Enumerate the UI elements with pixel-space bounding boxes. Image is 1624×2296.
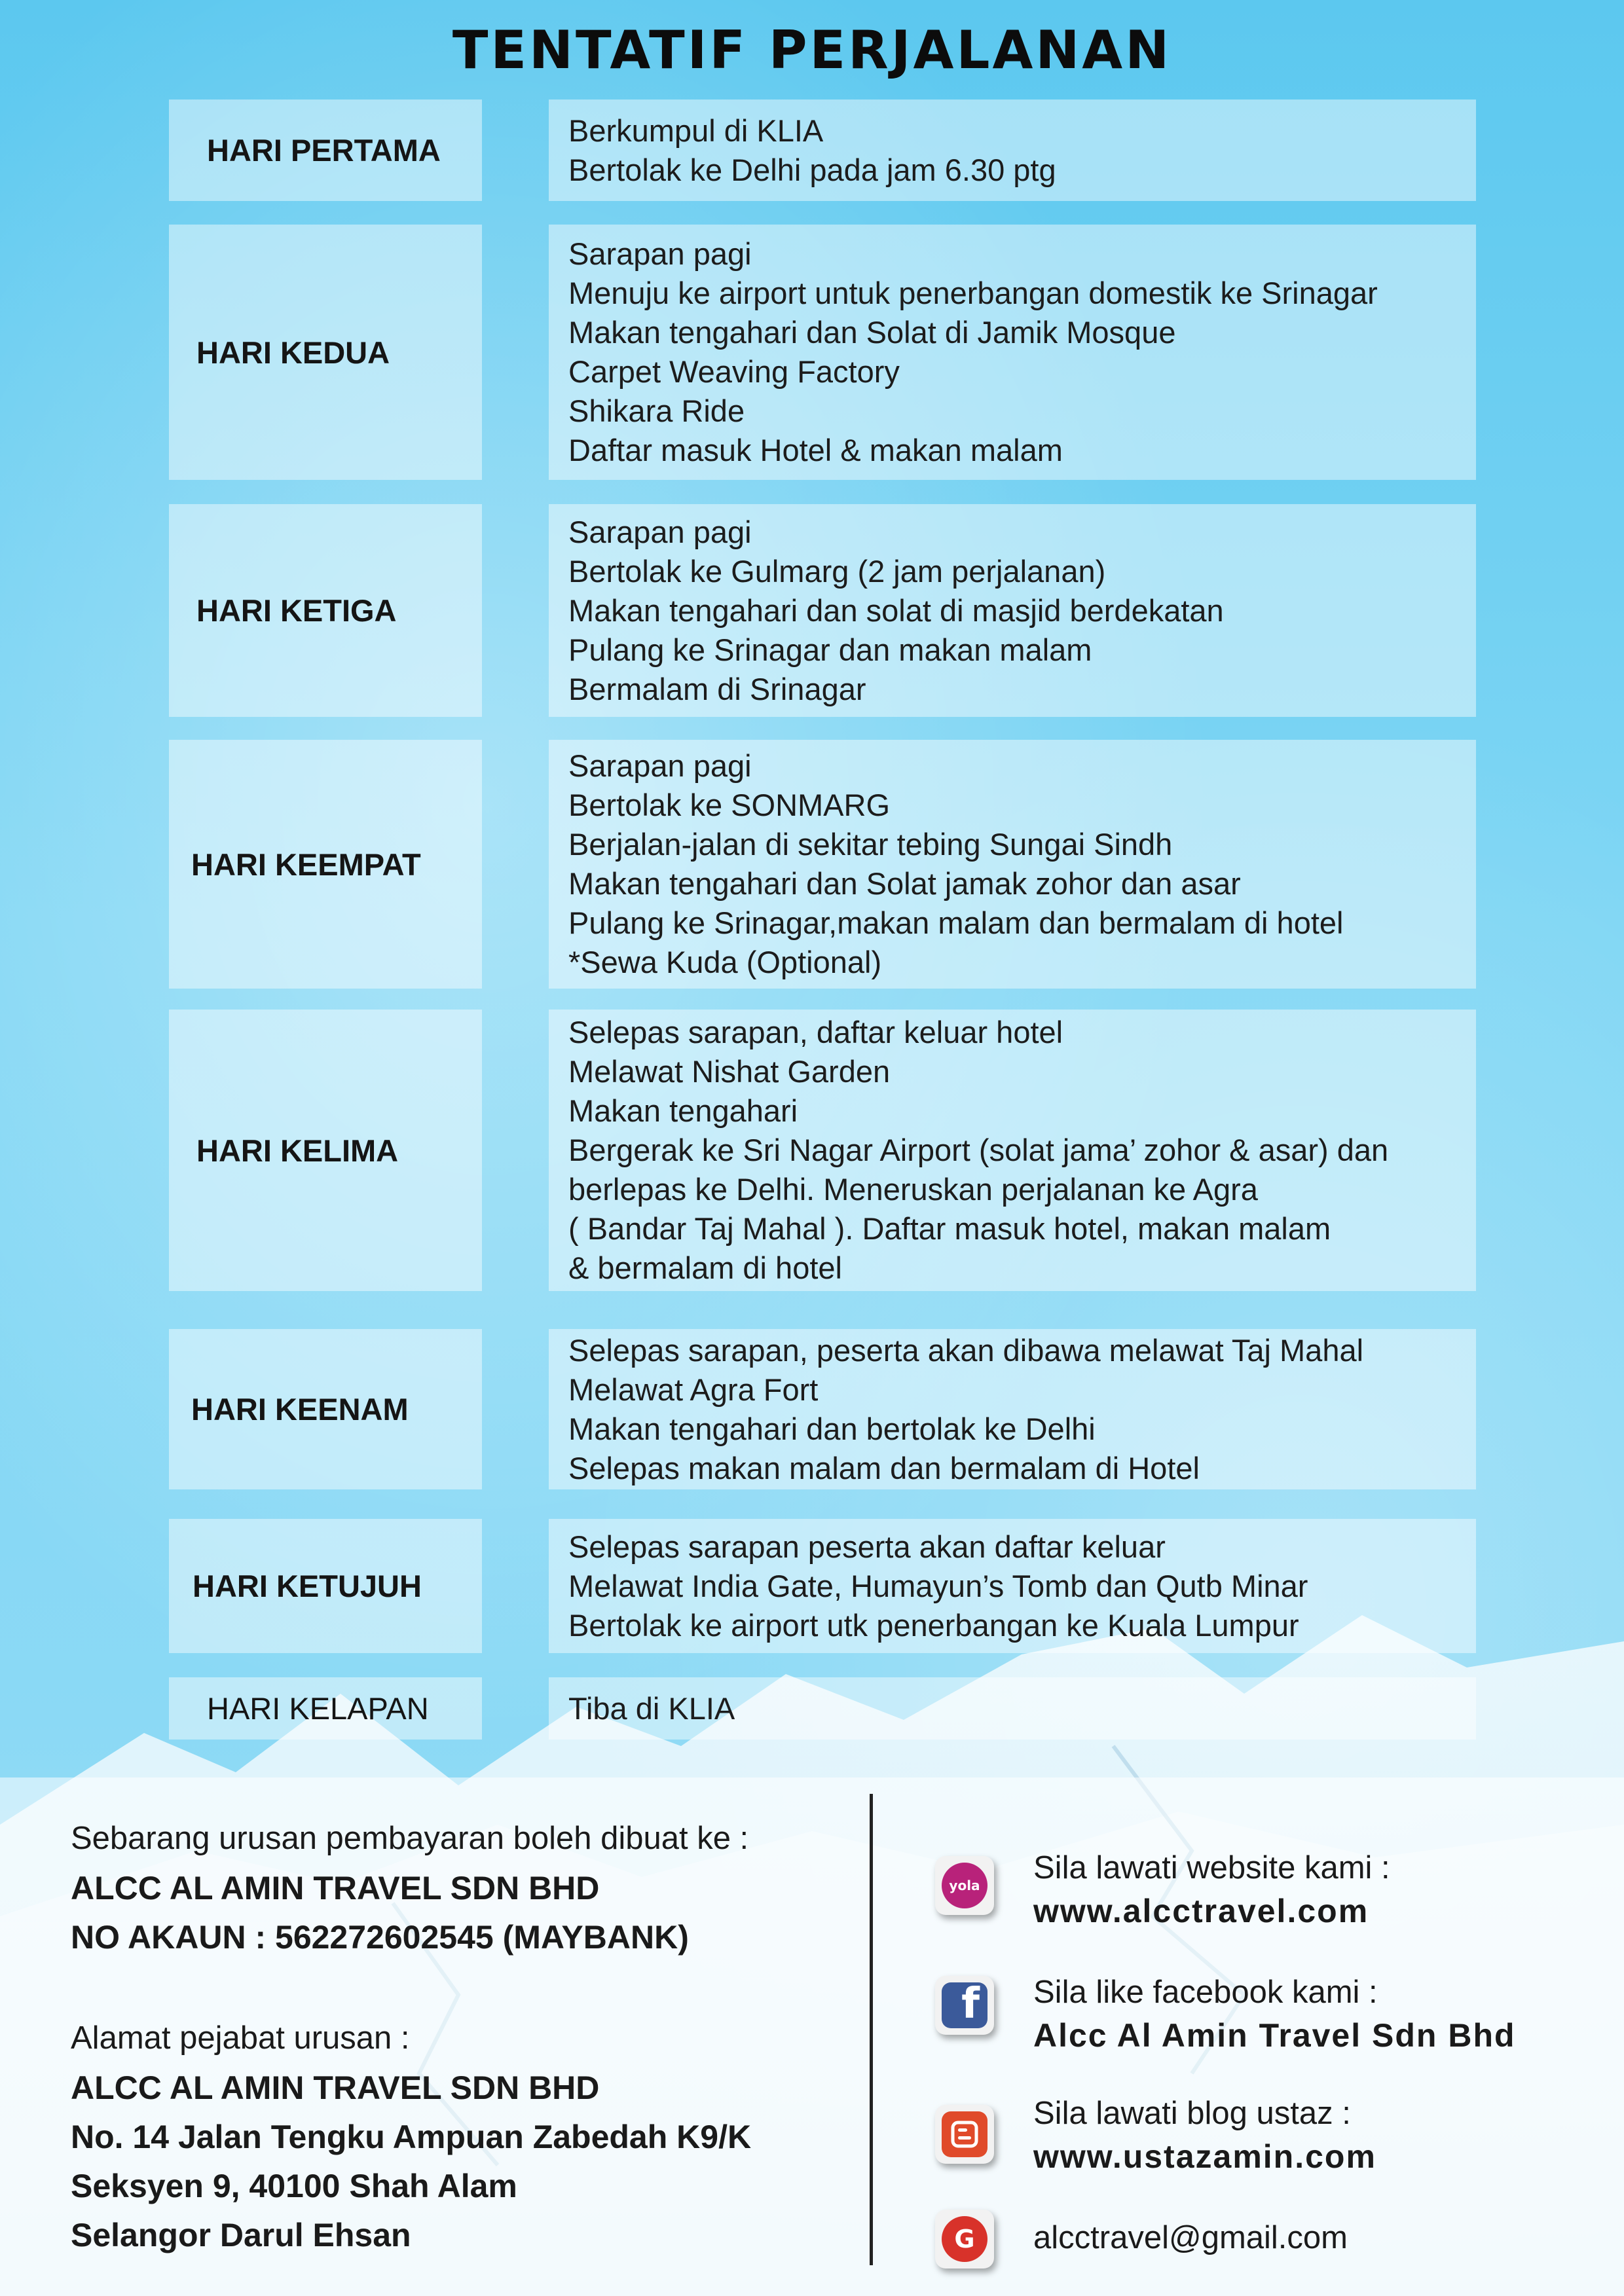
yola-icon[interactable]: yola	[935, 1856, 994, 1915]
blog-link[interactable]: www.ustazamin.com	[1033, 2138, 1376, 2175]
day-line: Berkumpul di KLIA	[568, 113, 824, 148]
blog-label: Sila lawati blog ustaz :	[1033, 2096, 1351, 2131]
day-line: Bertolak ke Delhi pada jam 6.30 ptg	[568, 152, 1056, 187]
day-line: Selepas sarapan, peserta akan dibawa melawat Taj Mahal	[568, 1332, 1364, 1368]
day-line: *Sewa Kuda (Optional)	[568, 945, 882, 979]
day-label: HARI KELIMA	[169, 1010, 482, 1291]
day-description	[549, 225, 1476, 480]
google-icon[interactable]: G	[935, 2210, 994, 2269]
day-label: HARI KELAPAN	[169, 1677, 482, 1740]
day-label: HARI KEDUA	[169, 225, 482, 480]
day-line: Melawat Agra Fort	[568, 1372, 819, 1407]
day-line: Bertolak ke airport utk penerbangan ke Kuala Lumpur	[568, 1607, 1299, 1643]
facebook-icon[interactable]: f	[935, 1976, 994, 2035]
office-address-line: Seksyen 9, 40100 Shah Alam	[71, 2168, 517, 2204]
payment-company: ALCC AL AMIN TRAVEL SDN BHD	[71, 1870, 600, 1906]
day-line: Sarapan pagi	[568, 748, 752, 783]
day-line: Bermalam di Srinagar	[568, 671, 866, 706]
day-line: Berjalan-jalan di sekitar tebing Sungai Sindh	[568, 827, 1173, 862]
day-line: Melawat India Gate, Humayun’s Tomb dan Qutb Minar	[568, 1568, 1308, 1603]
day-description	[549, 100, 1476, 201]
page-title: TENTATIF PERJALANAN	[452, 20, 1172, 81]
day-line: Shikara Ride	[568, 393, 745, 428]
day-line: Carpet Weaving Factory	[568, 354, 900, 389]
day-description	[549, 1519, 1476, 1653]
day-line: Makan tengahari	[568, 1093, 798, 1128]
email-link[interactable]: alcctravel@gmail.com	[1033, 2220, 1348, 2255]
day-description	[549, 1677, 1476, 1740]
day-line: Daftar masuk Hotel & makan malam	[568, 433, 1063, 467]
day-line: Bergerak ke Sri Nagar Airport (solat jama’ zohor & asar) dan	[568, 1133, 1389, 1167]
payment-intro: Sebarang urusan pembayaran boleh dibuat ke :	[71, 1821, 749, 1856]
day-label: HARI PERTAMA	[169, 100, 482, 201]
office-address-line: Selangor Darul Ehsan	[71, 2217, 411, 2253]
website-label: Sila lawati website kami :	[1033, 1850, 1390, 1886]
day-line: Sarapan pagi	[568, 514, 752, 549]
day-line: Pulang ke Srinagar,makan malam dan bermalam di hotel	[568, 905, 1344, 940]
day-label: HARI KEENAM	[169, 1329, 482, 1489]
day-description	[549, 1329, 1476, 1489]
day-line: Sarapan pagi	[568, 236, 752, 271]
website-link[interactable]: www.alcctravel.com	[1033, 1893, 1369, 1929]
day-line: Makan tengahari dan bertolak ke Delhi	[568, 1411, 1096, 1446]
day-description	[549, 1010, 1476, 1291]
day-label: HARI KETIGA	[169, 504, 482, 717]
footer-divider	[870, 1794, 873, 2265]
day-line: Makan tengahari dan Solat di Jamik Mosque	[568, 315, 1176, 350]
day-line: & bermalam di hotel	[568, 1250, 842, 1285]
day-line: Makan tengahari dan Solat jamak zohor dan asar	[568, 866, 1241, 901]
day-line: Pulang ke Srinagar dan makan malam	[568, 632, 1092, 667]
blogger-icon[interactable]	[935, 2105, 994, 2164]
office-address-line: No. 14 Jalan Tengku Ampuan Zabedah K9/K	[71, 2119, 752, 2155]
day-line: Selepas sarapan, daftar keluar hotel	[568, 1015, 1063, 1049]
day-line: Menuju ke airport untuk penerbangan domestik ke Srinagar	[568, 276, 1378, 310]
day-line: Selepas makan malam dan bermalam di Hotel	[568, 1450, 1200, 1485]
facebook-label: Sila like facebook kami :	[1033, 1975, 1378, 2010]
day-line: berlepas ke Delhi. Meneruskan perjalanan ke Agra	[568, 1172, 1258, 1207]
day-line: Selepas sarapan peserta akan daftar keluar	[568, 1529, 1166, 1564]
day-line: Bertolak ke SONMARG	[568, 788, 891, 822]
day-label: HARI KEEMPAT	[169, 740, 482, 989]
day-line: Tiba di KLIA	[568, 1690, 735, 1726]
day-description	[549, 740, 1476, 989]
facebook-link[interactable]: Alcc Al Amin Travel Sdn Bhd	[1033, 2017, 1516, 2054]
office-company: ALCC AL AMIN TRAVEL SDN BHD	[71, 2069, 600, 2106]
payment-account: NO AKAUN : 562272602545 (MAYBANK)	[71, 1919, 689, 1956]
day-line: ( Bandar Taj Mahal ). Daftar masuk hotel, makan malam	[568, 1211, 1331, 1246]
day-label: HARI KETUJUH	[169, 1519, 482, 1653]
office-intro: Alamat pejabat urusan :	[71, 2020, 410, 2056]
day-line: Makan tengahari dan solat di masjid berdekatan	[568, 592, 1224, 628]
day-line: Bertolak ke Gulmarg (2 jam perjalanan)	[568, 553, 1106, 589]
day-description	[549, 504, 1476, 717]
day-line: Melawat Nishat Garden	[568, 1054, 891, 1089]
